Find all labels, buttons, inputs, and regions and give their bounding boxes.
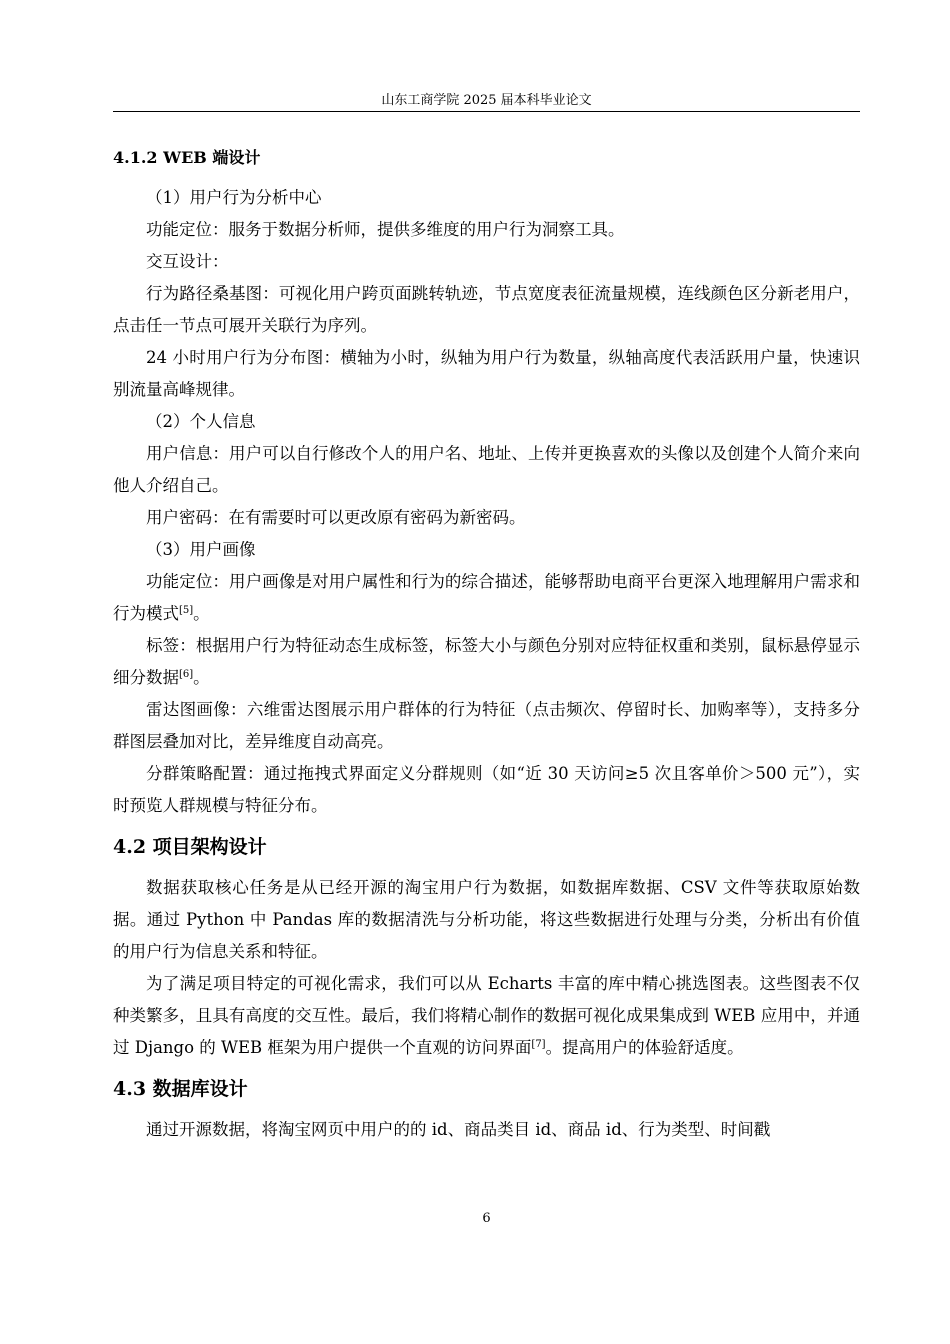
paragraph: 用户密码：在有需要时可以更改原有密码为新密码。 — [146, 508, 526, 527]
item-title-personal-info: （2）个人信息 — [146, 412, 256, 431]
citation-ref: [6] — [179, 669, 194, 680]
paragraph — [113, 968, 860, 1064]
item-title-behavior-center: （1）用户行为分析中心 — [146, 188, 322, 207]
paragraph: 数据获取核心任务是从已经开源的淘宝用户行为数据，如数据库数据、CSV 文件等获取原始数据。通过 Python 中 Pandas 库的数据清洗与分析功能，将这些数据进行处理与分类，分析出有价值的用户行为信息关系和特征。 — [113, 878, 860, 961]
paragraph: 用户信息：用户可以自行修改个人的用户名、地址、上传并更换喜欢的头像以及创建个人简介来向他人介绍自己。 — [113, 444, 860, 495]
citation-ref: [5] — [179, 605, 194, 616]
paragraph-text: 。 — [193, 604, 210, 623]
section-heading-4-2: 4.2 项目架构设计 — [113, 836, 267, 858]
paragraph: 交互设计： — [146, 252, 229, 271]
paragraph: 行为路径桑基图：可视化用户跨页面跳转轨迹，节点宽度表征流量规模，连线颜色区分新老用户，点击任一节点可展开关联行为序列。 — [113, 284, 860, 335]
paragraph: 雷达图画像：六维雷达图展示用户群体的行为特征（点击频次、停留时长、加购率等），支持多分群图层叠加对比，差异维度自动高亮。 — [113, 700, 860, 751]
paragraph — [113, 566, 860, 630]
paragraph-text: 标签：根据用户行为特征动态生成标签，标签大小与颜色分别对应特征权重和类别，鼠标悬停显示细分数据 — [113, 636, 860, 687]
section-heading-4-1-2: 4.1.2 WEB 端设计 — [113, 148, 261, 167]
running-header: 山东工商学院 2025 届本科毕业论文 — [381, 93, 592, 108]
page-number: 6 — [482, 1211, 491, 1226]
paragraph-text: 。提高用户的体验舒适度。 — [545, 1038, 744, 1057]
paragraph-text: 功能定位：用户画像是对用户属性和行为的综合描述，能够帮助电商平台更深入地理解用户需求和行为模式 — [113, 572, 860, 623]
paragraph — [113, 630, 860, 694]
section-heading-4-3: 4.3 数据库设计 — [113, 1078, 248, 1100]
header-rule — [113, 111, 860, 112]
citation-ref: [7] — [531, 1039, 546, 1050]
paragraph-text: 。 — [193, 668, 210, 687]
item-title-user-profile: （3）用户画像 — [146, 540, 256, 559]
paragraph: 分群策略配置：通过拖拽式界面定义分群规则（如“近 30 天访问≥5 次且客单价＞500 元”），实时预览人群规模与特征分布。 — [113, 764, 860, 815]
page-body — [113, 140, 860, 1146]
paragraph: 通过开源数据，将淘宝网页中用户的的 id、商品类目 id、商品 id、行为类型、时间戳 — [146, 1120, 771, 1139]
paragraph: 24 小时用户行为分布图：横轴为小时，纵轴为用户行为数量，纵轴高度代表活跃用户量，快速识别流量高峰规律。 — [113, 348, 860, 399]
paragraph: 功能定位：服务于数据分析师，提供多维度的用户行为洞察工具。 — [146, 220, 625, 239]
paragraph-text: 为了满足项目特定的可视化需求，我们可以从 Echarts 丰富的库中精心挑选图表。这些图表不仅种类繁多，且具有高度的交互性。最后，我们将精心制作的数据可视化成果集成到 WEB 应用中，并通过 Django 的 WEB 框架为用户提供一个直观的访问界面 — [113, 974, 860, 1057]
